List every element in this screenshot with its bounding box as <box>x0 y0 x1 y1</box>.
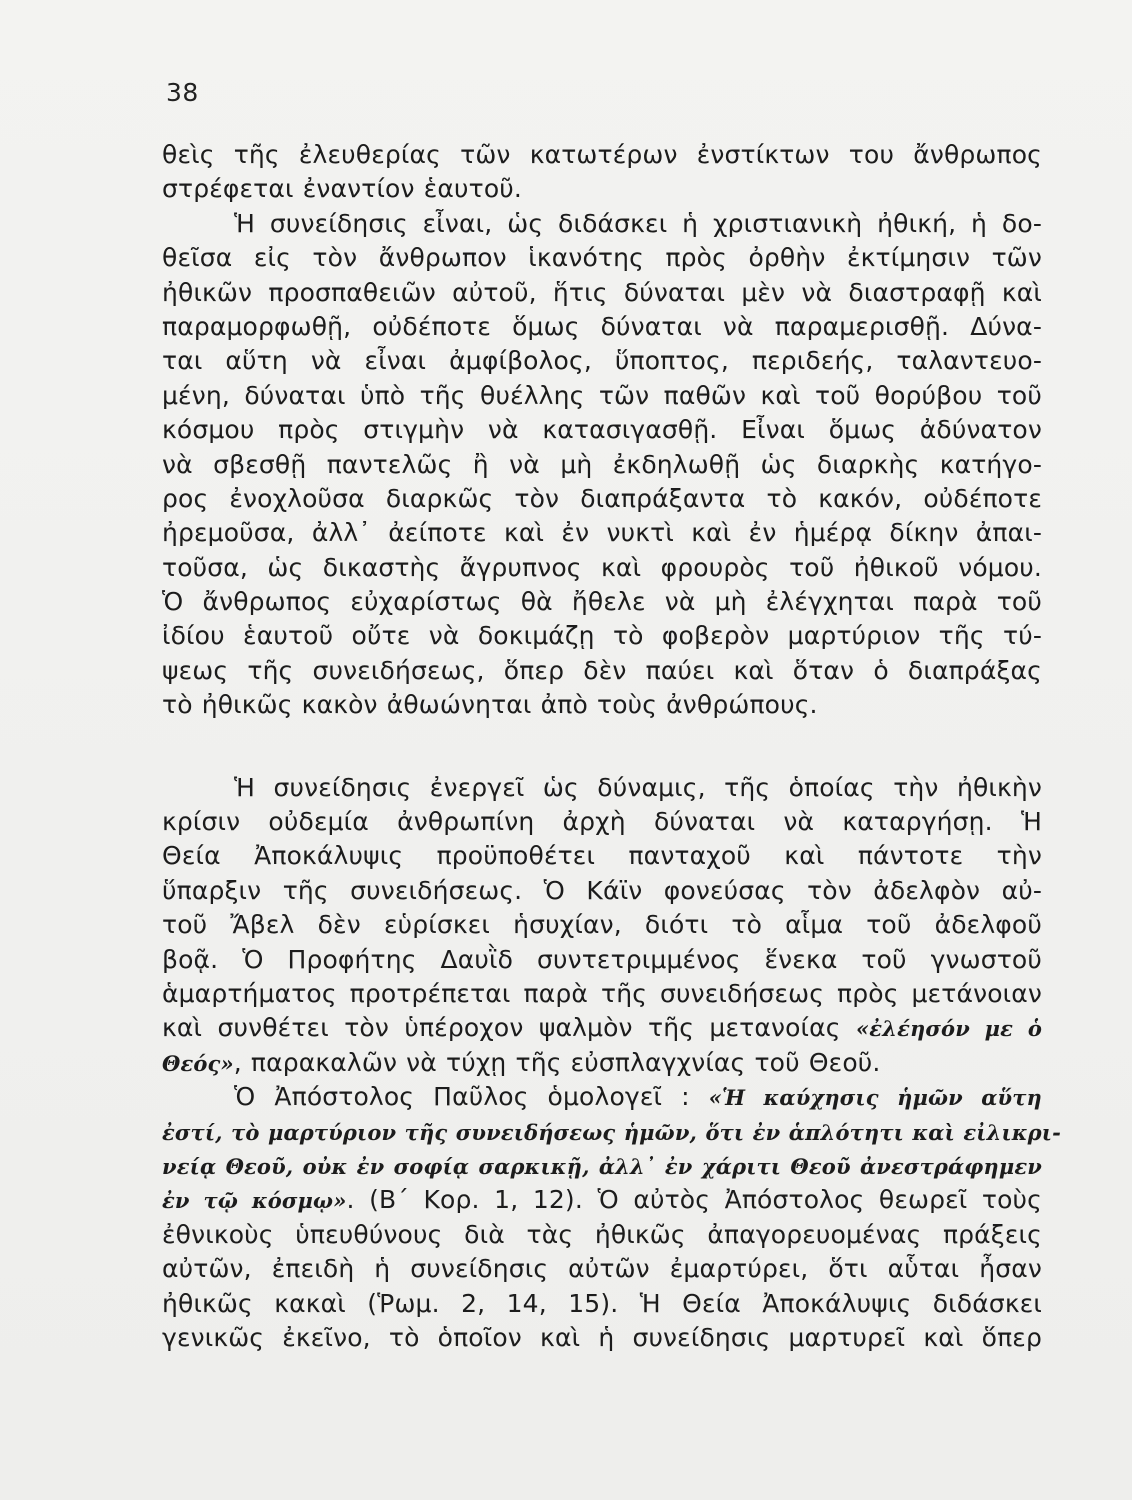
line-text: μένη, δύναται ὑπὸ τῆς θυέλλης τῶν παθῶν καὶ τοῦ θορύβου τοῦ <box>162 380 1042 410</box>
text-line <box>162 977 1042 1011</box>
line-text: ἠρεμοῦσα, ἀλλ᾽ ἀείποτε καὶ ἐν νυκτὶ καὶ ἐν ἡμέρᾳ δίκην ἀπαι- <box>162 518 1042 548</box>
text-line <box>162 619 1042 653</box>
line-text: ἰδίου ἑαυτοῦ οὔτε νὰ δοκιμάζῃ τὸ φοβερὸν μαρτύριον τῆς τύ- <box>162 621 1042 651</box>
text-line <box>162 805 1042 839</box>
line-text: Θεία Ἀποκάλυψις προϋποθέτει πανταχοῦ καὶ πάντοτε τὴν <box>162 841 1042 871</box>
text-line <box>162 771 1042 805</box>
line-text: Ἡ συνείδησις εἶναι, ὡς διδάσκει ἡ χριστιανικὴ ἠθική, ἡ δο- <box>234 208 1042 238</box>
text-line <box>162 839 1042 873</box>
text-line <box>162 241 1042 275</box>
text-line <box>162 1046 1042 1080</box>
line-text: νὰ σβεσθῇ παντελῶς ἢ νὰ μὴ ἐκδηλωθῇ ὡς διαρκὴς κατήγο- <box>162 449 1042 479</box>
text-line <box>162 172 1042 206</box>
quote-text: «ἐλέησόν με ὁ <box>856 1016 1042 1042</box>
quote-text: Θεός» <box>162 1050 234 1076</box>
quote-text: νείᾳ Θεοῦ, οὐκ ἐν σοφίᾳ σαρκικῇ, ἀλλ᾽ ἐν χάριτι Θεοῦ ἀνεστράφημεν <box>162 1153 1042 1179</box>
page-number: 38 <box>166 78 199 107</box>
line-text: γενικῶς ἐκεῖνο, τὸ ὁποῖον καὶ ἡ συνείδησις μαρτυρεῖ καὶ ὅπερ <box>162 1322 1042 1352</box>
line-text: Ὁ Ἀπόστολος Παῦλος ὁμολογεῖ : <box>234 1082 690 1112</box>
text-line <box>162 908 1042 942</box>
paragraph <box>162 771 1042 1081</box>
text-line <box>162 1115 1061 1149</box>
line-text: τοῦσα, ὡς δικαστὴς ἄγρυπνος καὶ φρουρὸς τοῦ ἠθικοῦ νόμου. <box>162 552 1042 582</box>
text-line <box>162 1080 1042 1114</box>
line-text: ἐθνικοὺς ὑπευθύνους διὰ τὰς ἠθικῶς ἀπαγορευομένας πράξεις <box>162 1219 1042 1249</box>
text-line <box>162 310 1042 344</box>
quote-text: ἐστί, τὸ μαρτύριον τῆς συνειδήσεως ἡμῶν, ὅτι ἐν ἁπλότητι καὶ εἰλικρι- <box>162 1119 1061 1145</box>
text-line <box>162 1183 1042 1217</box>
text-line <box>162 551 1042 585</box>
quote-text: ἐν τῷ κόσμῳ» <box>162 1188 347 1214</box>
text-line <box>162 1011 1042 1045</box>
text-line <box>162 1321 1042 1355</box>
quote-text: «Ἡ καύχησις ἡμῶν αὕτη <box>708 1085 1042 1111</box>
line-text: θεῖσα εἰς τὸν ἄνθρωπον ἱκανότης πρὸς ὀρθὴν ἐκτίμησιν τῶν <box>162 243 1042 273</box>
text-line <box>162 344 1042 378</box>
line-text: ἠθικῶν προσπαθειῶν αὐτοῦ, ἥτις δύναται μὲν νὰ διαστραφῇ καὶ <box>162 277 1042 307</box>
line-text: θεὶς τῆς ἐλευθερίας τῶν κατωτέρων ἐνστίκτων του ἄνθρωπος <box>162 140 1042 169</box>
line-text: ται αὕτη νὰ εἶναι ἀμφίβολος, ὕποπτος, περιδεής, ταλαντευο- <box>162 346 1042 376</box>
text-line <box>162 654 1042 688</box>
line-text: τοῦ Ἄβελ δὲν εὑρίσκει ἡσυχίαν, διότι τὸ αἷμα τοῦ ἀδελφοῦ <box>162 910 1042 940</box>
text-line <box>162 874 1042 908</box>
text-line <box>162 413 1042 447</box>
line-text: , παρακαλῶν νὰ τύχῃ τῆς εὐσπλαγχνίας τοῦ Θεοῦ. <box>233 1047 881 1077</box>
paragraph <box>162 138 1042 207</box>
paragraph <box>162 207 1042 723</box>
text-line <box>162 943 1042 977</box>
text-line <box>162 516 1042 550</box>
line-text: ὕπαρξιν τῆς συνειδήσεως. Ὁ Κάϊν φονεύσας τὸν ἀδελφὸν αὐ- <box>162 875 1042 905</box>
text-line <box>162 138 1042 172</box>
line-text: τὸ ἠθικῶς κακὸν ἀθωώνηται ἀπὸ τοὺς ἀνθρώπους. <box>162 690 818 720</box>
text-line <box>162 379 1042 413</box>
line-text: Ἡ συνείδησις ἐνεργεῖ ὡς δύναμις, τῆς ὁποίας τὴν ἠθικὴν <box>234 772 1042 802</box>
text-line <box>162 482 1042 516</box>
line-text: ψεως τῆς συνειδήσεως, ὅπερ δὲν παύει καὶ ὅταν ὁ διαπράξας <box>162 655 1042 685</box>
line-text: ἁμαρτήματος προτρέπεται παρὰ τῆς συνειδήσεως πρὸς μετάνοιαν <box>162 978 1042 1008</box>
line-text: καὶ συνθέτει τὸν ὑπέροχον ψαλμὸν τῆς μετανοίας <box>162 1013 841 1043</box>
text-line <box>162 1252 1042 1286</box>
line-text: ἠθικῶς κακαὶ (Ῥωμ. 2, 14, 15). Ἡ Θεία Ἀποκάλυψις διδάσκει <box>162 1288 1042 1318</box>
text-line <box>162 1287 1042 1321</box>
line-text: αὐτῶν, ἐπειδὴ ἡ συνείδησις αὐτῶν ἐμαρτύρει, ὅτι αὗται ἦσαν <box>162 1254 1042 1284</box>
line-text: Ὁ ἄνθρωπος εὐχαρίστως θὰ ἤθελε νὰ μὴ ἐλέγχηται παρὰ τοῦ <box>162 587 1042 617</box>
paragraph-gap <box>162 723 1042 771</box>
line-text: κρίσιν οὐδεμία ἀνθρωπίνη ἀρχὴ δύναται νὰ καταργήσῃ. Ἡ <box>162 807 1042 837</box>
line-text: κόσμου πρὸς στιγμὴν νὰ κατασιγασθῇ. Εἶναι ὅμως ἀδύνατον <box>162 415 1042 445</box>
line-text: . (Β΄ Κορ. 1, 12). Ὁ αὐτὸς Ἀπόστολος θεωρεῖ τοὺς <box>346 1185 1042 1215</box>
line-text: βοᾷ. Ὁ Προφήτης Δαυῒδ συντετριμμένος ἕνεκα τοῦ γνωστοῦ <box>162 944 1042 974</box>
paragraph <box>162 1080 1061 1355</box>
text-line <box>162 448 1042 482</box>
line-text: παραμορφωθῇ, οὐδέποτε ὅμως δύναται νὰ παραμερισθῇ. Δύνα- <box>162 311 1042 341</box>
line-text: ρος ἐνοχλοῦσα διαρκῶς τὸν διαπράξαντα τὸ κακόν, οὐδέποτε <box>162 483 1042 513</box>
body-text <box>162 138 1061 1355</box>
text-line <box>162 276 1042 310</box>
text-line <box>162 1149 1042 1183</box>
text-line <box>162 585 1042 619</box>
text-line <box>162 688 1042 722</box>
line-text: στρέφεται ἐναντίον ἑαυτοῦ. <box>162 174 522 204</box>
text-line <box>162 207 1042 241</box>
text-line <box>162 1218 1042 1252</box>
